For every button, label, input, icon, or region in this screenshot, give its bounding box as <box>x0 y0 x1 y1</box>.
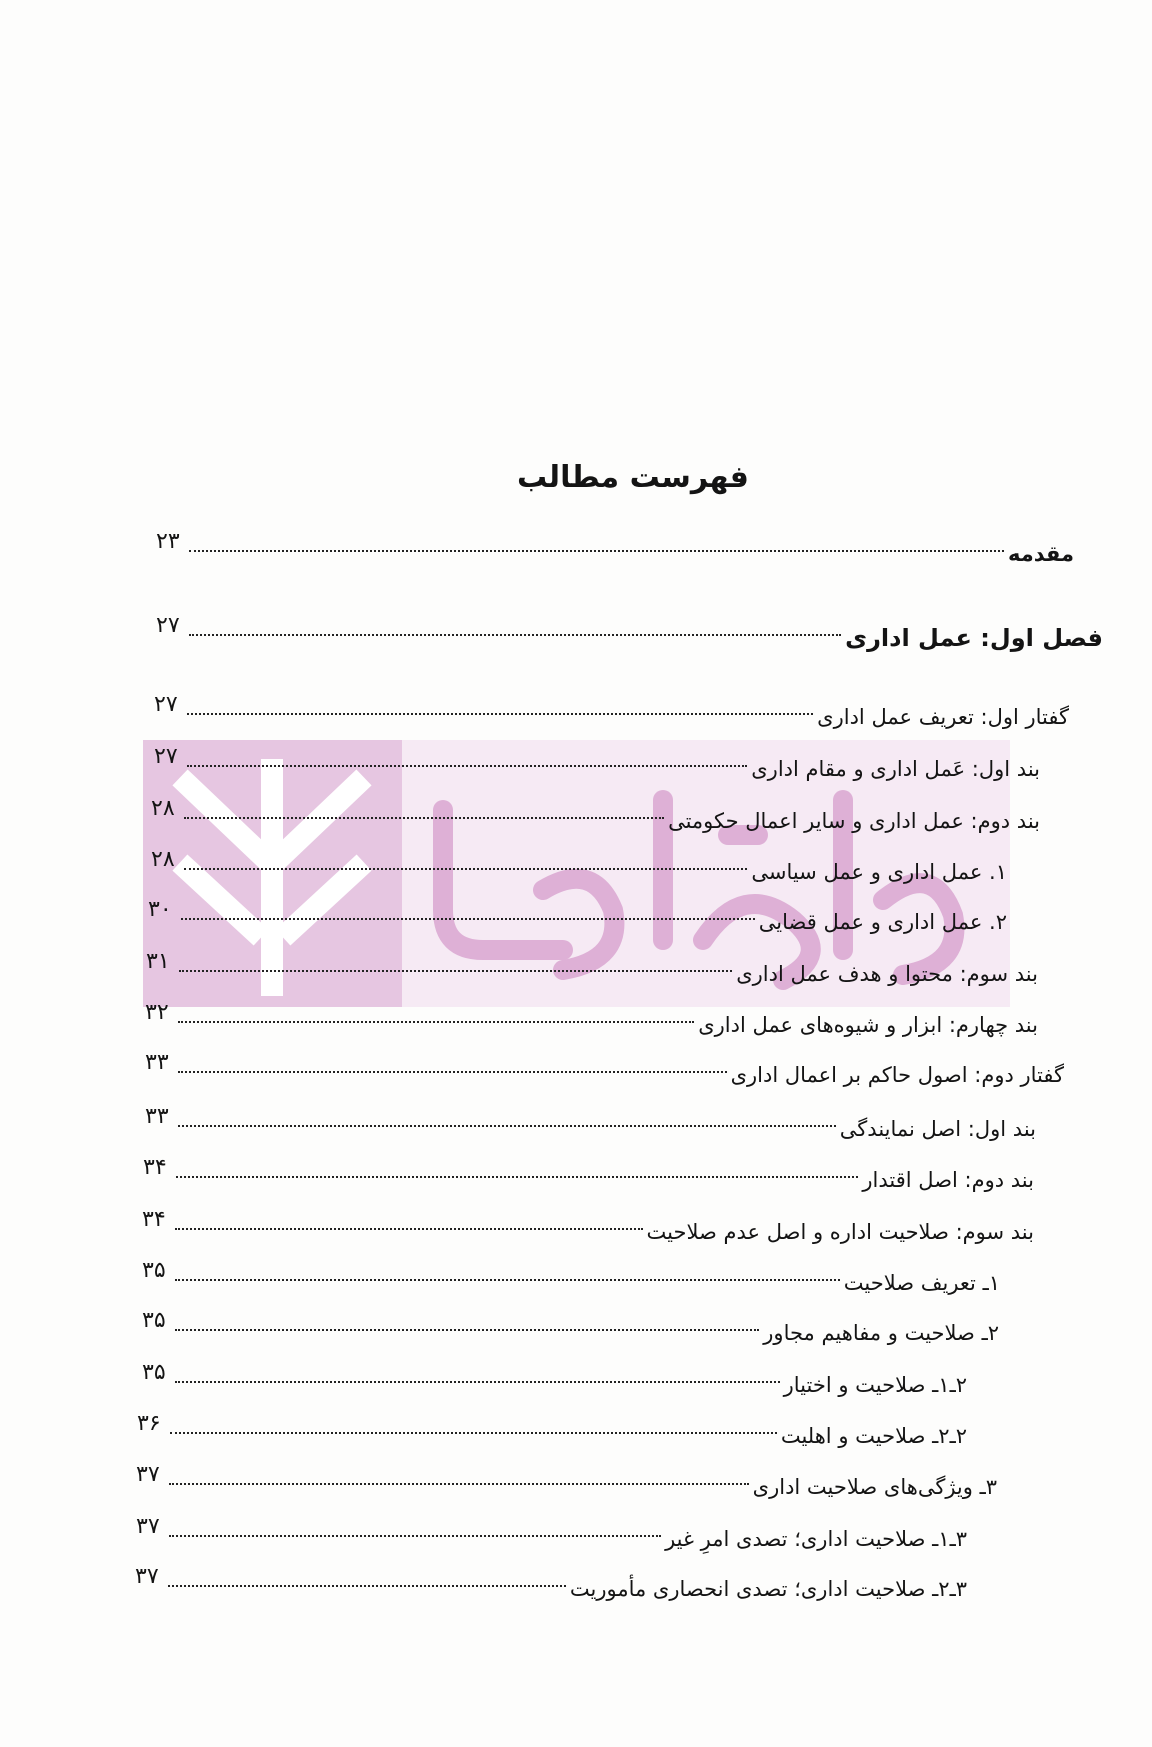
toc-entry-title: مقدمه <box>1008 542 1074 566</box>
toc-entry <box>145 1100 1036 1144</box>
toc-entry-page: ۳۷ <box>136 1462 160 1487</box>
dot-leader <box>178 1125 836 1127</box>
toc-entry-page: ۳۱ <box>146 949 170 974</box>
dot-leader <box>179 970 732 972</box>
toc-entry <box>154 688 1069 732</box>
toc-entry-title: ۲ـ۱ـ صلاحیت و اختیار <box>783 1373 967 1397</box>
toc-entry-title: ۱. عمل اداری و عمل سیاسی <box>751 860 1007 884</box>
toc-entry-title: ۳ـ۱ـ صلاحیت اداری؛ تصدی امرِ غیر <box>665 1527 967 1551</box>
toc-entry-title: بند دوم: عمل اداری و سایر اعمال حکومتی <box>668 809 1040 833</box>
dot-leader <box>176 1176 858 1178</box>
toc-entry-title: گفتار دوم: اصول حاکم بر اعمال اداری <box>730 1063 1064 1087</box>
dot-leader <box>170 1432 777 1434</box>
toc-entry-introduction <box>156 525 1074 569</box>
toc-entry <box>151 792 1040 836</box>
toc-entry-page: ۳۵ <box>142 1258 166 1283</box>
toc-entry-title: گفتار اول: تعریف عمل اداری <box>817 705 1069 729</box>
toc-entry-page: ۳۲ <box>145 1000 169 1025</box>
toc-entry <box>154 740 1040 784</box>
toc-entry-page: ۳۵ <box>142 1360 166 1385</box>
dot-leader <box>178 1021 694 1023</box>
toc-entry-page: ۲۸ <box>151 847 175 872</box>
toc-entry <box>142 1304 999 1348</box>
dot-leader <box>178 1071 727 1073</box>
toc-entry <box>142 1254 1000 1298</box>
toc-entry <box>137 1407 967 1451</box>
toc-entry-page: ۲۷ <box>154 744 178 769</box>
toc-entry-title: ۲ـ۲ـ صلاحیت و اهلیت <box>780 1424 967 1448</box>
toc-entry-title: ۲. عمل اداری و عمل قضایی <box>758 910 1007 934</box>
toc-entry-page: ۳۷ <box>135 1564 159 1589</box>
toc-entry <box>143 1151 1034 1195</box>
toc-entry-title: بند دوم: اصل اقتدار <box>862 1168 1034 1192</box>
toc-entry-title: بند سوم: صلاحیت اداره و اصل عدم صلاحیت <box>646 1220 1034 1244</box>
toc-entry <box>151 843 1007 887</box>
toc-entry-page: ۳۴ <box>142 1207 166 1232</box>
toc-entry-page: ۲۷ <box>154 692 178 717</box>
dot-leader <box>169 1535 661 1537</box>
toc-entry <box>142 1356 967 1400</box>
dot-leader <box>187 713 813 715</box>
dot-leader <box>181 918 755 920</box>
dot-leader <box>169 1483 749 1485</box>
dot-leader <box>189 634 841 636</box>
dot-leader <box>175 1228 643 1230</box>
toc-entry <box>145 1046 1064 1090</box>
toc-entry-page: ۳۳ <box>145 1104 169 1129</box>
dot-leader <box>168 1585 566 1587</box>
toc-entry-page: ۳۵ <box>142 1308 166 1333</box>
toc-entry <box>136 1458 997 1502</box>
toc-entry <box>146 945 1038 989</box>
toc-entry <box>135 1560 967 1604</box>
dot-leader <box>184 817 664 819</box>
toc-entry-page: ۳۴ <box>143 1155 167 1180</box>
toc-entry-page: ۳۰ <box>148 897 172 922</box>
toc-entry-title: بند اول: عَمل اداری و مقام اداری <box>751 757 1040 781</box>
toc-entry-page: ۳۶ <box>137 1411 161 1436</box>
toc-entry <box>142 1203 1034 1247</box>
toc-entry-page: ۳۷ <box>136 1514 160 1539</box>
dot-leader <box>189 550 1004 552</box>
toc-entry-title: بند چهارم: ابزار و شیوه‌های عمل اداری <box>698 1013 1038 1037</box>
dot-leader <box>175 1279 840 1281</box>
toc-entry-title: ۱ـ تعریف صلاحیت <box>843 1271 1000 1295</box>
toc-entry-page: ۲۸ <box>151 796 175 821</box>
toc-entry-page: ۲۳ <box>156 529 180 554</box>
page-title: فهرست مطالب <box>517 460 749 495</box>
toc-entry-title: بند اول: اصل نمایندگی <box>839 1117 1036 1141</box>
toc-entry-title: ۲ـ صلاحیت و مفاهیم مجاور <box>763 1321 999 1345</box>
toc-entry-page: ۳۳ <box>145 1050 169 1075</box>
toc-entry-page: ۲۷ <box>156 613 180 638</box>
dot-leader <box>184 868 747 870</box>
toc-entry <box>145 996 1038 1040</box>
toc-entry <box>148 893 1007 937</box>
dot-leader <box>175 1381 780 1383</box>
toc-entry-title: ۳ـ ویژگی‌های صلاحیت اداری <box>752 1475 997 1499</box>
dot-leader <box>175 1329 759 1331</box>
toc-entry-chapter <box>156 609 1103 653</box>
toc-entry-title: بند سوم: محتوا و هدف عمل اداری <box>736 962 1038 986</box>
toc-entry <box>136 1510 967 1554</box>
dot-leader <box>187 765 747 767</box>
toc-entry-title: ۳ـ۲ـ صلاحیت اداری؛ تصدی انحصاری مأموریت <box>569 1577 967 1601</box>
toc-entry-title: فصل اول: عمل اداری <box>845 624 1103 652</box>
